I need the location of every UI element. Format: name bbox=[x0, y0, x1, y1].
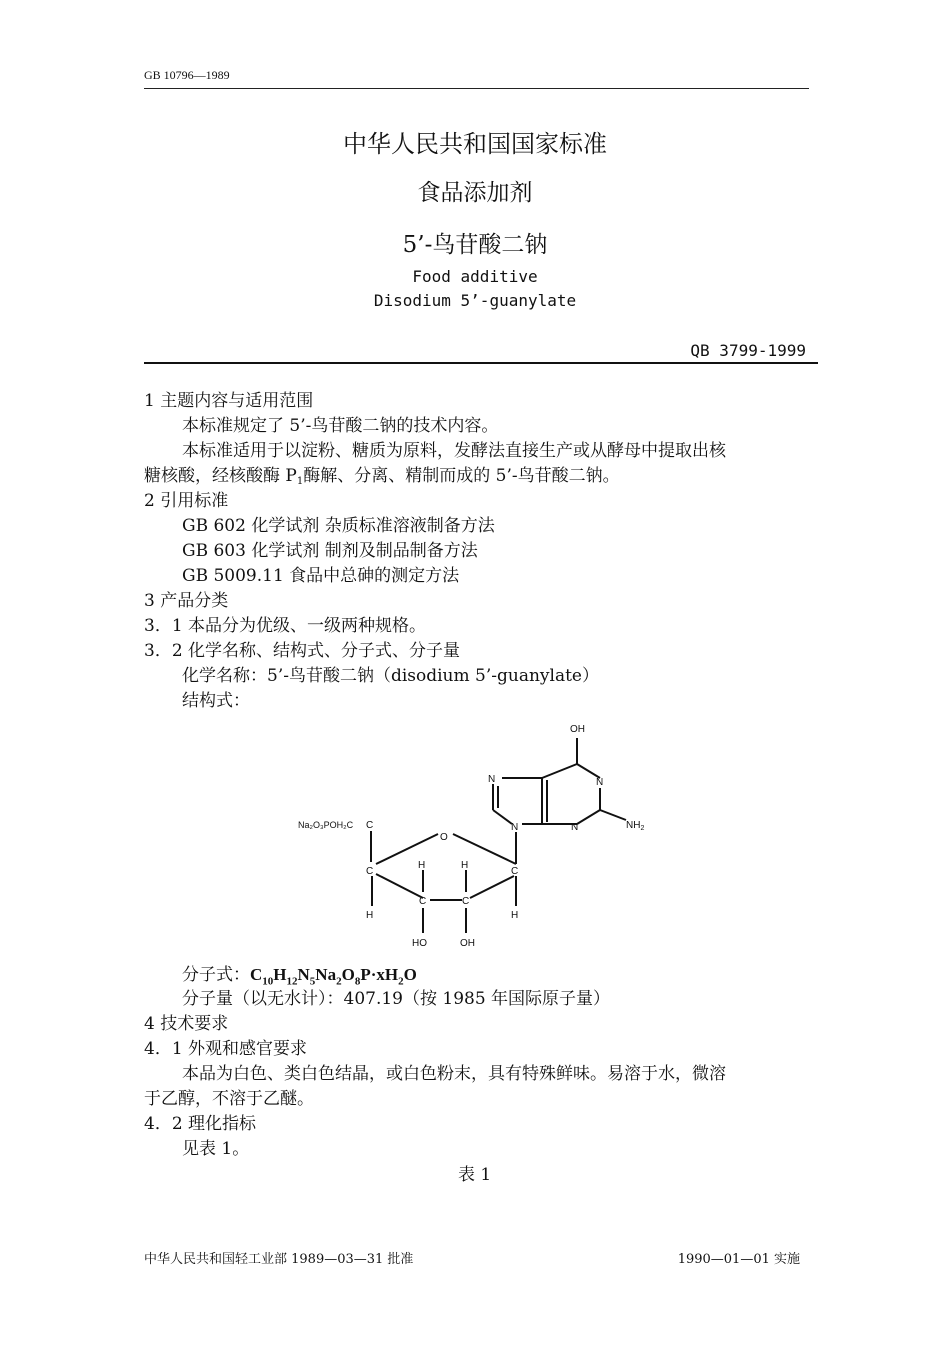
structure-label: 结构式： bbox=[182, 691, 250, 711]
footer-approval: 中华人民共和国轻工业部 1989—03—31 批准 bbox=[144, 1252, 414, 1267]
label-n3: N bbox=[571, 822, 579, 833]
title-english-2: Disodium 5’-guanylate bbox=[373, 291, 577, 310]
section-3-title: 3 产品分类 bbox=[144, 591, 229, 611]
section-4-1: 4．1 外观和感官要求 bbox=[144, 1039, 308, 1059]
chemical-name: 化学名称：5’-鸟苷酸二钠（disodium 5’-guanylate） bbox=[182, 666, 599, 686]
header-standard-code: GB 10796—1989 bbox=[144, 68, 230, 82]
reference-gb5009: GB 5009.11 食品中总砷的测定方法 bbox=[182, 566, 460, 586]
section-1-title: 1 主题内容与适用范围 bbox=[144, 391, 314, 411]
para-2b-post: 酶解、分离、精制而成的 5’-鸟苷酸二钠。 bbox=[303, 466, 620, 486]
label-ho: HO bbox=[412, 938, 427, 949]
label-n7: N bbox=[488, 774, 496, 785]
section-4-2-para: 见表 1。 bbox=[182, 1139, 250, 1159]
section-4-title: 4 技术要求 bbox=[144, 1014, 229, 1034]
section-3-2: 3．2 化学名称、结构式、分子式、分子量 bbox=[144, 641, 461, 661]
section-4-2: 4．2 理化指标 bbox=[144, 1114, 257, 1134]
molecular-weight: 分子量（以无水计）：407.19（按 1985 年国际原子量） bbox=[182, 989, 611, 1009]
label-h-c2: H bbox=[461, 860, 469, 871]
label-nh: NH bbox=[626, 820, 641, 831]
label-h-left: H bbox=[366, 910, 374, 921]
label-n9: N bbox=[511, 822, 519, 833]
label-h-c3: H bbox=[418, 860, 426, 871]
formula-element: O bbox=[403, 965, 417, 984]
title-rule bbox=[144, 362, 818, 364]
section-4-1-para-a: 本品为白色、类白色结晶，或白色粉末，具有特殊鲜味。易溶于水，微溶 bbox=[182, 1064, 726, 1084]
label-ring-oxygen: O bbox=[440, 832, 448, 843]
section-2-title: 2 引用标准 bbox=[144, 491, 229, 511]
title-national-standard: 中华人民共和国国家标准 bbox=[343, 130, 607, 158]
label-nh2 bbox=[626, 820, 644, 832]
standard-number: QB 3799-1999 bbox=[690, 341, 806, 360]
formula-subscript: 2 bbox=[336, 975, 342, 988]
para-2b-pre: 糖核酸，经核酸酶 P bbox=[144, 466, 297, 486]
molecular-formula-label: 分子式： bbox=[182, 965, 250, 985]
formula-element: Na bbox=[315, 965, 337, 984]
formula-subscript: 10 bbox=[262, 975, 274, 988]
label-oh-top: OH bbox=[570, 724, 585, 735]
section-1-para-1: 本标准规定了 5’-鸟苷酸二钠的技术内容。 bbox=[182, 416, 499, 436]
formula-subscript: 5 bbox=[309, 975, 316, 988]
formula-element: O bbox=[341, 965, 355, 984]
title-english-1: Food additive bbox=[412, 267, 538, 286]
title-product-name: 5’-鸟苷酸二钠 bbox=[402, 232, 548, 258]
label-oh-bottom: OH bbox=[460, 938, 475, 949]
formula-element: N bbox=[297, 965, 310, 984]
label-h-right: H bbox=[511, 910, 519, 921]
header-rule bbox=[144, 88, 809, 89]
title-food-additive: 食品添加剂 bbox=[417, 180, 533, 206]
reference-gb603: GB 603 化学试剂 制剂及制品制备方法 bbox=[182, 541, 478, 561]
molecular-formula bbox=[250, 965, 417, 988]
label-phosphate-side-chain: Na₂O₃POH₂C bbox=[298, 820, 354, 830]
table-caption: 表 1 bbox=[458, 1165, 492, 1185]
footer-effective-date: 1990—01—01 实施 bbox=[677, 1252, 800, 1267]
formula-element: C bbox=[250, 965, 263, 984]
label-c2: C bbox=[462, 896, 470, 907]
reference-gb602: GB 602 化学试剂 杂质标准溶液制备方法 bbox=[182, 516, 495, 536]
label-c5: C bbox=[366, 820, 374, 831]
label-c4: C bbox=[366, 866, 374, 877]
formula-subscript: 8 bbox=[354, 975, 361, 988]
formula-element: H bbox=[273, 965, 287, 984]
section-4-1-para-b: 于乙醇，不溶于乙醚。 bbox=[144, 1089, 314, 1109]
formula-element: P·xH bbox=[360, 965, 399, 984]
label-nh2-sub: 2 bbox=[640, 825, 645, 832]
formula-subscript: 2 bbox=[398, 975, 404, 988]
para-2b-subscript: 1 bbox=[296, 476, 304, 487]
label-c1: C bbox=[511, 866, 519, 877]
section-1-para-2a: 本标准适用于以淀粉、糖质为原料，发酵法直接生产或从酵母中提取出核 bbox=[182, 441, 726, 461]
label-c3: C bbox=[419, 896, 427, 907]
formula-subscript: 12 bbox=[286, 975, 298, 988]
structural-formula bbox=[290, 718, 670, 958]
section-3-1: 3．1 本品分为优级、一级两种规格。 bbox=[144, 616, 427, 636]
label-n1: N bbox=[596, 777, 604, 788]
